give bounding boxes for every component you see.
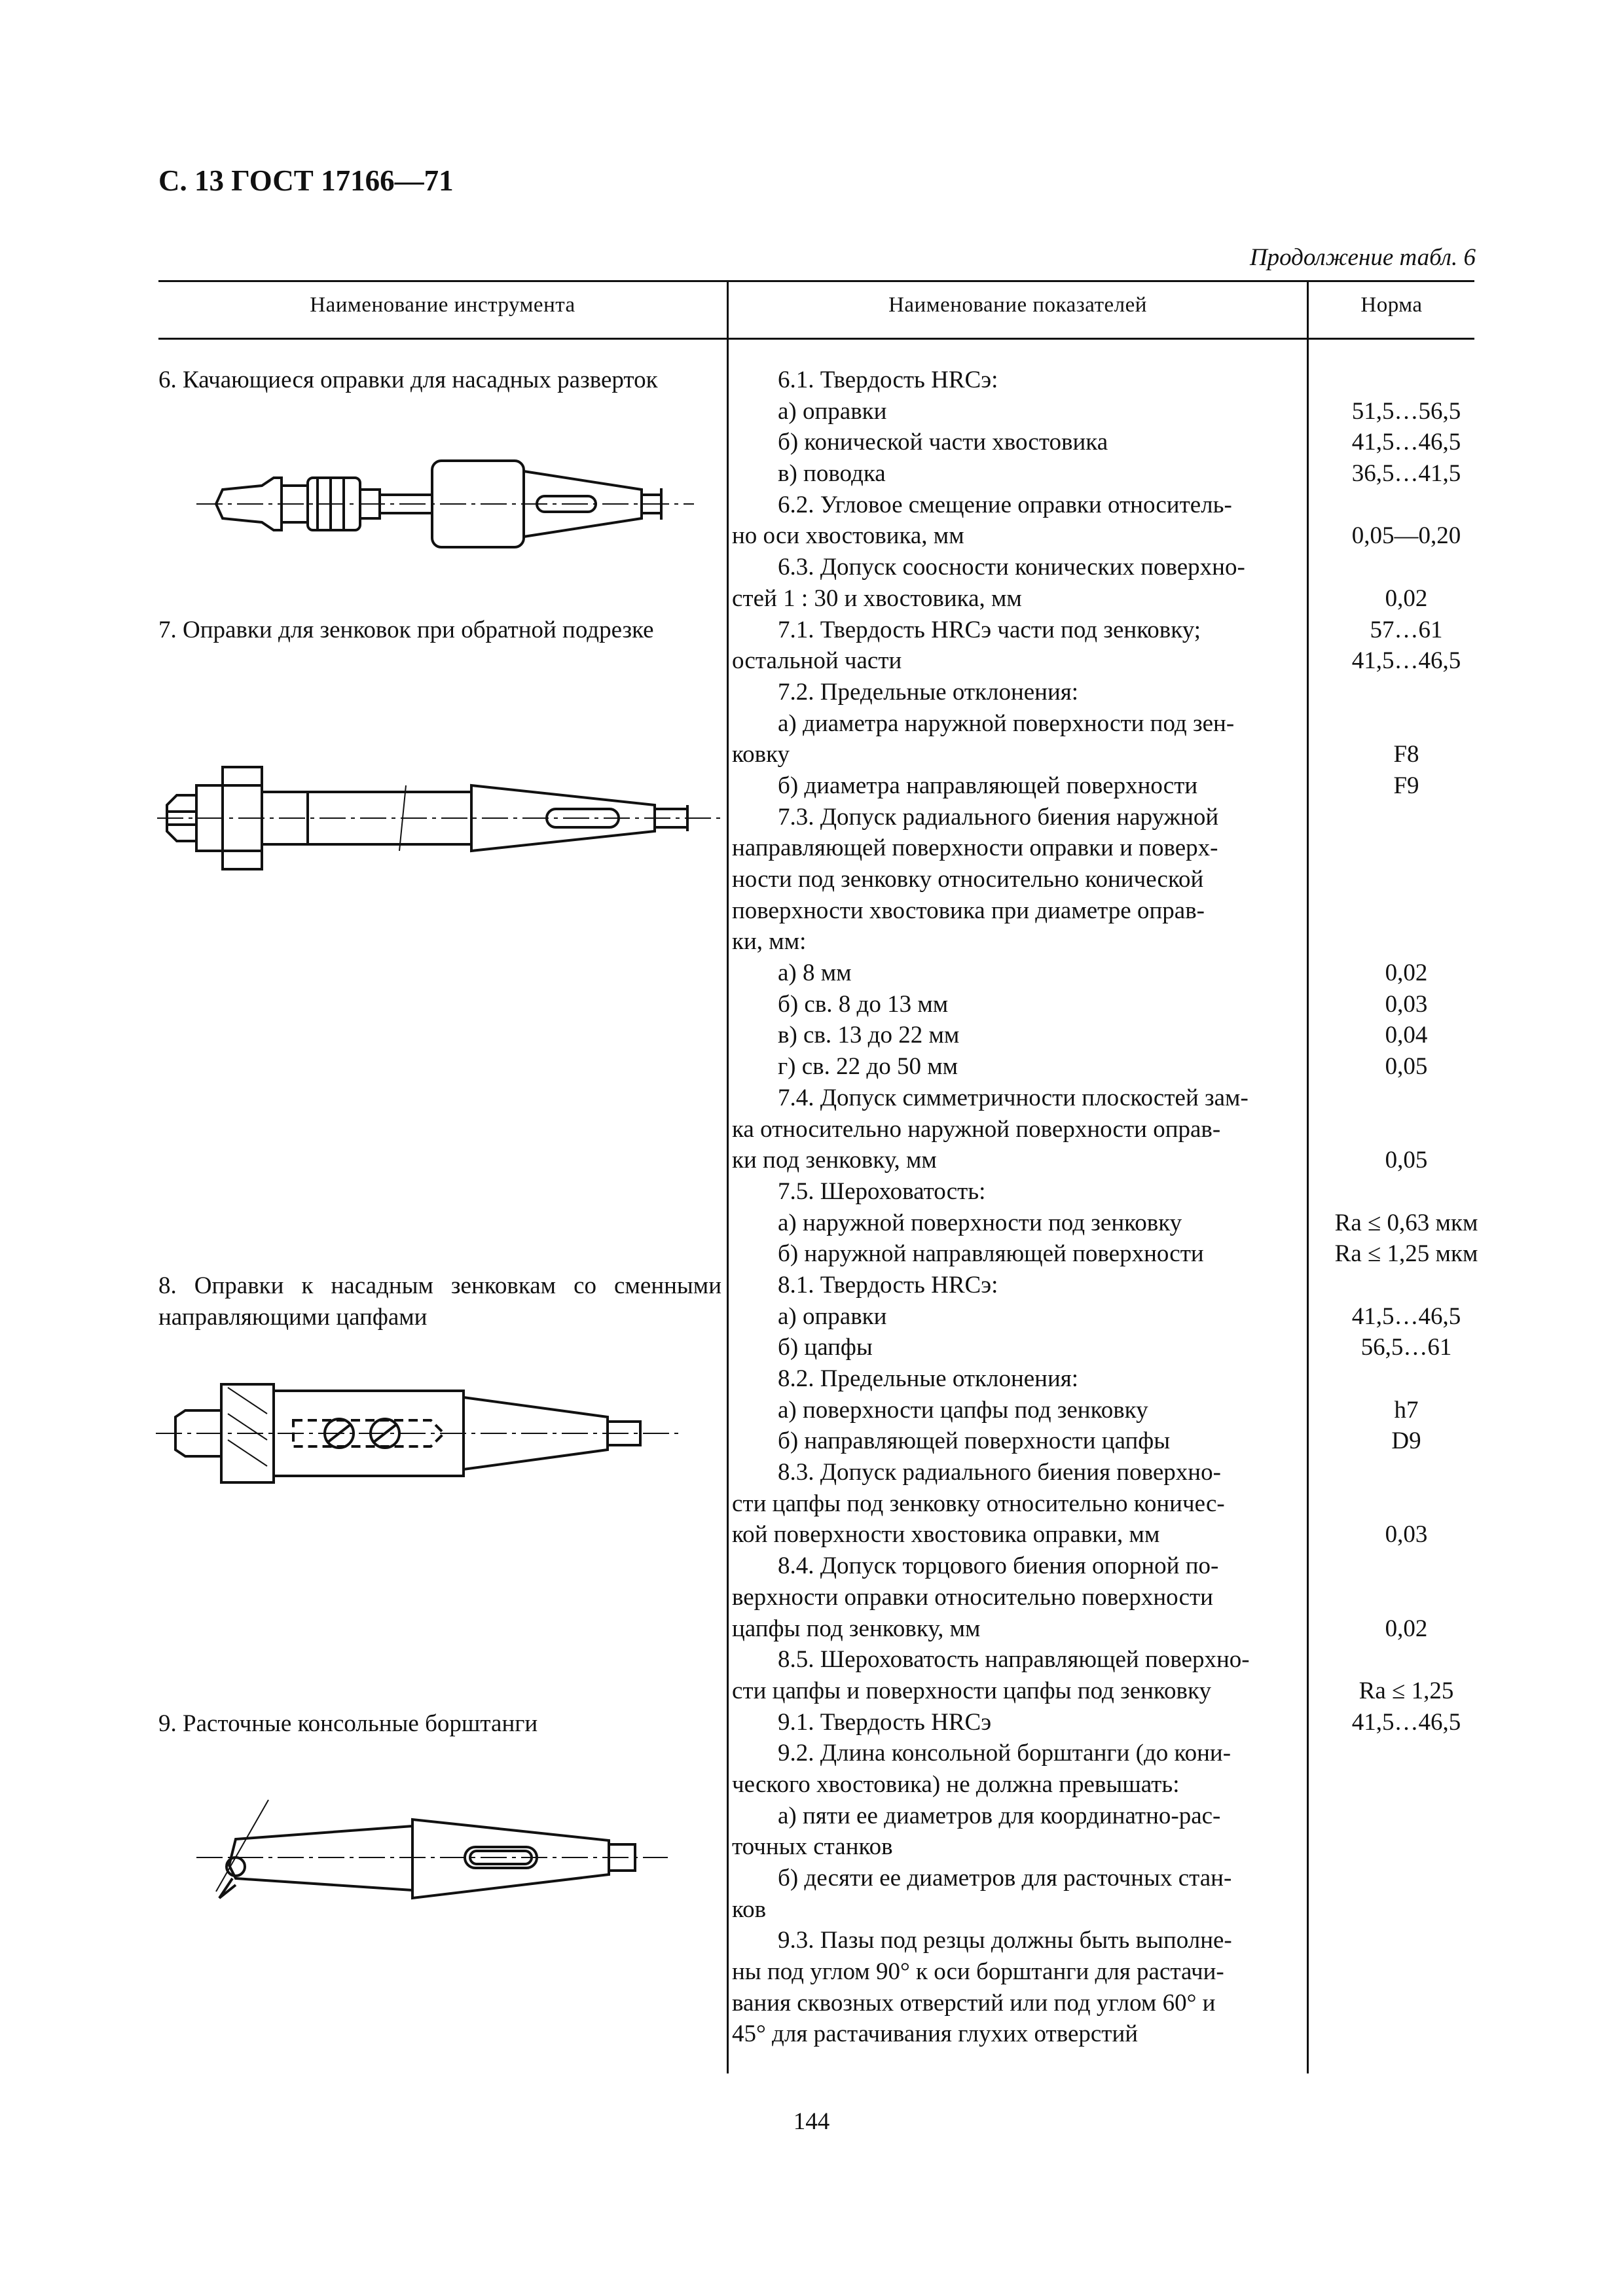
- table-row: [732, 1395, 1485, 1426]
- table-row: [732, 1925, 1485, 1956]
- indicator-text: ки под зенковку, мм: [732, 1147, 937, 1174]
- table-row: [732, 1051, 1485, 1083]
- norm-value: [1328, 1801, 1485, 1832]
- table-row: [732, 1114, 1485, 1145]
- indicator-text: 7.3. Допуск радиального биения наружной: [778, 803, 1219, 831]
- tool-name-7: 7. Оправки для зенковок при обратной подрезке: [158, 617, 654, 643]
- table-row: [732, 396, 1485, 427]
- norm-value: 0,03: [1385, 990, 1428, 1018]
- table-row: [732, 926, 1485, 958]
- norm-value: [1328, 1270, 1485, 1301]
- norm-value: [1328, 802, 1485, 833]
- table-row: [732, 1644, 1485, 1676]
- table-row: [732, 1457, 1485, 1488]
- table-row: [732, 1519, 1485, 1551]
- indicator-text: вания сквозных отверстий или под углом 60° и: [732, 1989, 1216, 2017]
- norm-value: 0,04: [1385, 1022, 1428, 1049]
- indicator-rows: [732, 365, 1485, 2050]
- table-row: [732, 1801, 1485, 1832]
- indicator-text: а) пяти ее диаметров для координатно-рас-: [778, 1802, 1221, 1829]
- norm-value: [1328, 926, 1485, 958]
- norm-value: Ra ≤ 0,63 мкм: [1334, 1209, 1478, 1236]
- table-row: [732, 1956, 1485, 1988]
- indicator-text: 7.4. Допуск симметричности плоскостей зам-: [778, 1084, 1249, 1111]
- indicator-text: 8.4. Допуск торцового биения опорной по-: [778, 1552, 1219, 1580]
- page-header: С. 13 ГОСТ 17166—71: [158, 164, 454, 197]
- norm-value: 41,5…46,5: [1351, 1708, 1461, 1736]
- norm-value: 0,05: [1385, 1147, 1428, 1174]
- indicator-text: ков: [732, 1895, 767, 1923]
- indicator-text: 6.2. Угловое смещение оправки относитель-: [778, 491, 1232, 518]
- norm-value: 0,05: [1385, 1053, 1428, 1081]
- norm-value: D9: [1391, 1427, 1421, 1455]
- norm-value: [1328, 2018, 1485, 2050]
- table-row: [732, 677, 1485, 708]
- table-row: [732, 490, 1485, 521]
- indicator-text: б) наружной направляющей поверхности: [778, 1240, 1204, 1268]
- indicator-text: верхности оправки относительно поверхности: [732, 1583, 1213, 1611]
- norm-value: [1328, 1925, 1485, 1956]
- indicator-text: кой поверхности хвостовика оправки, мм: [732, 1521, 1160, 1549]
- norm-value: 41,5…46,5: [1351, 1302, 1461, 1330]
- norm-value: [1328, 833, 1485, 864]
- indicator-text: а) поверхности цапфы под зенковку: [778, 1396, 1148, 1424]
- table-row: [732, 1488, 1485, 1520]
- table-row: [732, 1238, 1485, 1270]
- norm-value: 57…61: [1370, 616, 1443, 643]
- indicator-text: остальной части: [732, 647, 902, 675]
- indicator-text: цапфы под зенковку, мм: [732, 1615, 981, 1642]
- table-row: [732, 645, 1485, 677]
- norm-value: [1328, 552, 1485, 583]
- norm-value: [1328, 1769, 1485, 1801]
- table-row: [732, 1208, 1485, 1239]
- indicator-text: ны под углом 90° к оси борштанги для растачи-: [732, 1958, 1224, 1986]
- norm-value: 0,02: [1385, 960, 1428, 987]
- indicator-text: поверхности хвостовика при диаметре оправ-: [732, 897, 1205, 924]
- indicator-text: г) св. 22 до 50 мм: [778, 1053, 958, 1081]
- indicator-text: 7.1. Твердость HRCэ части под зенковку;: [778, 616, 1201, 643]
- indicator-text: 7.5. Шероховатость:: [778, 1177, 986, 1205]
- indicator-text: а) диаметра наружной поверхности под зен-: [778, 709, 1235, 737]
- norm-value: 36,5…41,5: [1351, 460, 1461, 488]
- norm-value: [1328, 1114, 1485, 1145]
- norm-value: Ra ≤ 1,25 мкм: [1334, 1240, 1478, 1268]
- norm-value: [1328, 1863, 1485, 1894]
- indicator-text: точных станков: [732, 1833, 893, 1861]
- norm-value: 0,02: [1385, 1615, 1428, 1642]
- norm-value: 41,5…46,5: [1351, 647, 1461, 675]
- table-row: [732, 365, 1485, 396]
- indicator-text: 8.2. Предельные отклонения:: [778, 1365, 1079, 1392]
- indicator-text: а) оправки: [778, 397, 887, 425]
- norm-value: [1328, 1083, 1485, 1114]
- indicator-text: ки, мм:: [732, 928, 807, 956]
- table-row: [732, 739, 1485, 770]
- tool-name-9: 9. Расточные консольные борштанги: [158, 1710, 538, 1737]
- indicator-text: ка относительно наружной поверхности оправ-: [732, 1115, 1221, 1143]
- indicator-text: 9.3. Пазы под резцы должны быть выполне-: [778, 1927, 1232, 1954]
- table-row: [732, 1769, 1485, 1801]
- table-row: [732, 1988, 1485, 2019]
- indicator-text: сти цапфы и поверхности цапфы под зенковку: [732, 1677, 1211, 1704]
- norm-value: [1328, 1956, 1485, 1988]
- norm-value: [1328, 677, 1485, 708]
- indicator-text: 8.1. Твердость HRCэ:: [778, 1271, 998, 1299]
- column-header-norm: Норма: [1360, 293, 1423, 317]
- indicator-text: в) св. 13 до 22 мм: [778, 1022, 960, 1049]
- indicator-text: ности под зенковку относительно конической: [732, 866, 1204, 893]
- indicator-text: 9.2. Длина консольной борштанги (до кони-: [778, 1740, 1231, 1767]
- norm-value: 41,5…46,5: [1351, 429, 1461, 456]
- back-counterbore-arbor-drawing: [157, 759, 727, 870]
- table-row: [732, 770, 1485, 802]
- table-row: [732, 1332, 1485, 1363]
- table-row: [732, 1831, 1485, 1863]
- table-row: [732, 864, 1485, 895]
- norm-value: [1328, 1551, 1485, 1582]
- indicator-text: в) поводка: [778, 460, 886, 488]
- norm-value: [1328, 1644, 1485, 1676]
- indicator-text: б) направляющей поверхности цапфы: [778, 1427, 1171, 1455]
- norm-value: 0,05—0,20: [1351, 522, 1461, 550]
- table-row: [732, 1145, 1485, 1176]
- norm-value: [1328, 490, 1485, 521]
- table-top-rule: [158, 280, 1474, 282]
- indicator-text: б) десяти ее диаметров для расточных стан-: [778, 1865, 1232, 1892]
- norm-value: [1328, 1176, 1485, 1208]
- indicator-text: 9.1. Твердость HRCэ: [778, 1708, 992, 1736]
- indicator-text: б) конической части хвостовика: [778, 429, 1108, 456]
- indicator-text: а) наружной поверхности под зенковку: [778, 1209, 1182, 1236]
- norm-value: [1328, 1738, 1485, 1769]
- table-row: [732, 958, 1485, 989]
- table-row: [732, 583, 1485, 615]
- indicator-text: ческого хвостовика) не должна превышать:: [732, 1770, 1180, 1798]
- table-row: [732, 1582, 1485, 1613]
- indicator-text: б) диаметра направляющей поверхности: [778, 772, 1198, 799]
- table-row: [732, 895, 1485, 927]
- indicator-text: б) св. 8 до 13 мм: [778, 990, 949, 1018]
- table-row: [732, 1738, 1485, 1769]
- column-header-tool: Наименование инструмента: [310, 293, 575, 317]
- norm-value: [1328, 895, 1485, 927]
- table-row: [732, 802, 1485, 833]
- table-row: [732, 1676, 1485, 1707]
- tool-name-6: 6. Качающиеся оправки для насадных разверток: [158, 367, 658, 393]
- table-row: [732, 1301, 1485, 1333]
- indicator-text: а) оправки: [778, 1302, 887, 1330]
- table-row: [732, 1270, 1485, 1301]
- table-row: [732, 708, 1485, 740]
- table-header-rule: [158, 338, 1474, 340]
- table-row: [732, 1426, 1485, 1457]
- boring-bar-drawing: [196, 1793, 668, 1924]
- norm-value: [1328, 1363, 1485, 1395]
- norm-value: h7: [1394, 1396, 1419, 1424]
- indicator-text: 8.3. Допуск радиального биения поверхно-: [778, 1459, 1221, 1486]
- table-row: [732, 1863, 1485, 1894]
- norm-value: [1328, 1488, 1485, 1520]
- table-row: [732, 1707, 1485, 1738]
- indicator-text: 8.5. Шероховатость направляющей поверхно-: [778, 1646, 1250, 1674]
- indicator-text: ковку: [732, 741, 790, 768]
- table-row: [732, 1020, 1485, 1051]
- norm-value: [1328, 1894, 1485, 1926]
- indicator-text: 6.3. Допуск соосности конических поверхно-: [778, 554, 1245, 581]
- tool-name-8: 8. Оправки к насадным зенковкам со сменными направляющими цапфами: [158, 1272, 721, 1331]
- indicator-text: б) цапфы: [778, 1334, 873, 1361]
- table-row: [732, 615, 1485, 646]
- norm-value: 0,03: [1385, 1521, 1428, 1549]
- table-row: [732, 552, 1485, 583]
- table-row: [732, 833, 1485, 864]
- indicator-text: направляющей поверхности оправки и поверх-: [732, 834, 1218, 862]
- table-row: [732, 1083, 1485, 1114]
- table-continuation-label: Продолжение табл. 6: [1249, 244, 1476, 271]
- norm-value: [1328, 1988, 1485, 2019]
- norm-value: 0,02: [1385, 584, 1428, 612]
- norm-value: 56,5…61: [1360, 1334, 1452, 1361]
- table-row: [732, 1551, 1485, 1582]
- indicator-text: сти цапфы под зенковку относительно коничес-: [732, 1490, 1225, 1517]
- norm-value: [1328, 708, 1485, 740]
- norm-value: F8: [1393, 741, 1419, 768]
- norm-value: [1328, 365, 1485, 396]
- floating-reamer-arbor-drawing: [196, 452, 694, 556]
- table-row: [732, 458, 1485, 490]
- norm-value: F9: [1393, 772, 1419, 799]
- indicator-text: стей 1 : 30 и хвостовика, мм: [732, 584, 1022, 612]
- column-header-indicator: Наименование показателей: [888, 293, 1147, 317]
- indicator-text: но оси хвостовика, мм: [732, 522, 964, 550]
- indicator-text: 45° для растачивания глухих отверстий: [732, 2020, 1139, 2048]
- norm-value: Ra ≤ 1,25: [1359, 1677, 1454, 1704]
- table-row: [732, 2018, 1485, 2050]
- indicator-text: а) 8 мм: [778, 960, 852, 987]
- table-column-divider-1: [727, 280, 729, 2073]
- table-row: [732, 1363, 1485, 1395]
- page-number: 144: [793, 2108, 830, 2135]
- table-row: [732, 1894, 1485, 1926]
- table-row: [732, 427, 1485, 458]
- table-row: [732, 989, 1485, 1020]
- norm-value: [1328, 1831, 1485, 1863]
- indicator-text: 6.1. Твердость HRCэ:: [778, 367, 998, 393]
- norm-value: 51,5…56,5: [1351, 397, 1461, 425]
- table-row: [732, 1613, 1485, 1645]
- norm-value: [1328, 864, 1485, 895]
- indicator-text: 7.2. Предельные отклонения:: [778, 678, 1079, 706]
- norm-value: [1328, 1457, 1485, 1488]
- counterbore-arbor-pilot-drawing: [156, 1374, 680, 1492]
- table-row: [732, 520, 1485, 552]
- table-row: [732, 1176, 1485, 1208]
- norm-value: [1328, 1582, 1485, 1613]
